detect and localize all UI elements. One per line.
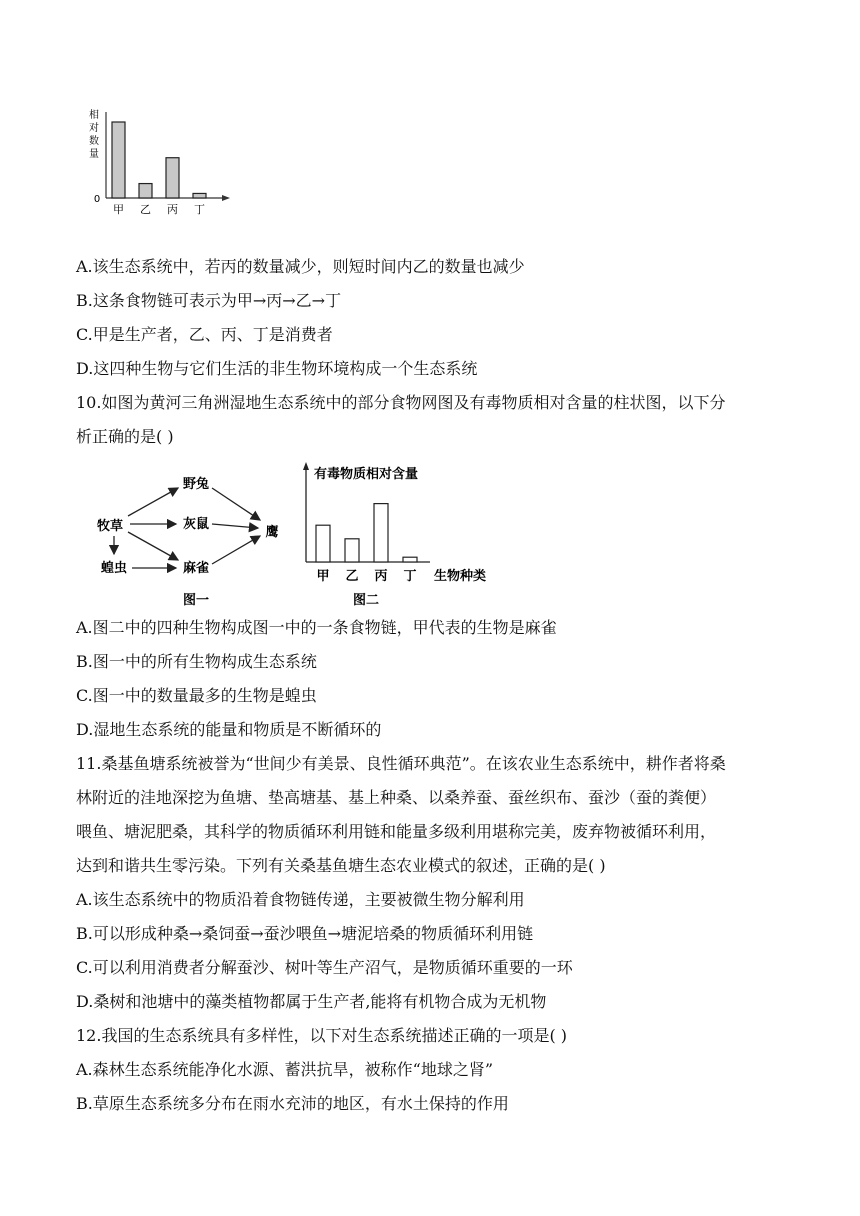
category-label: 丁 [194, 203, 205, 216]
category-label: 甲 [113, 203, 124, 216]
q11-option-d: D.桑树和池塘中的藻类植物都属于生产者,能将有机物合成为无机物 [76, 992, 547, 1011]
bar-1 [112, 122, 125, 198]
y-axis-label [89, 108, 99, 160]
q9-option-a: A.该生态系统中，若丙的数量减少，则短时间内乙的数量也减少 [76, 257, 525, 276]
q9-option-b: B.这条食物链可表示为甲→丙→乙→丁 [76, 291, 342, 310]
arrow-sparrow-hawk [212, 536, 260, 564]
q11-option-a: A.该生态系统中的物质沿着食物链传递，主要被微生物分解利用 [76, 890, 525, 909]
q11-stem-line2: 林附近的洼地深挖为鱼塘、垫高塘基、基上种桑、以桑养蚕、蚕丝织布、蚕沙（蚕的粪便） [76, 788, 717, 807]
q10-option-a: A.图二中的四种生物构成图一中的一条食物链，甲代表的生物是麻雀 [76, 618, 557, 637]
q12-option-a: A.森林生态系统能净化水源、蓄洪抗旱，被称作“地球之肾” [76, 1060, 494, 1079]
node-hawk: 鹰 [265, 525, 279, 540]
toxin-bar-chart [296, 460, 496, 610]
arrow-grass-hare [128, 488, 178, 516]
q10-option-d: D.湿地生态系统的能量和物质是不断循环的 [76, 720, 382, 739]
origin-label: 0 [93, 194, 101, 205]
q9-option-c: C.甲是生产者，乙、丙、丁是消费者 [76, 325, 333, 344]
q11-stem-line4: 达到和谐共生零污染。下列有关桑基鱼塘生态农业模式的叙述，正确的是( ) [76, 856, 606, 875]
q10-option-b: B.图一中的所有生物构成生态系统 [76, 652, 317, 671]
x-axis-arrow [222, 195, 230, 201]
arrow-grass-sparrow [128, 532, 178, 560]
arrow-hare-hawk [212, 488, 260, 520]
q10-stem-line2: 析正确的是( ) [76, 427, 174, 446]
q12-option-b: B.草原生态系统多分布在雨水充沛的地区，有水土保持的作用 [76, 1094, 509, 1113]
y-axis-label-char: 数 [89, 136, 99, 147]
node-grass: 牧草 [96, 519, 124, 534]
category-label: 乙 [140, 203, 151, 216]
y-axis-label-char: 对 [89, 123, 99, 134]
bar-2 [345, 539, 359, 562]
bar-4 [403, 557, 417, 562]
chart2-y-axis-arrow [303, 462, 309, 470]
category-label: 丙 [374, 569, 388, 584]
node-rat: 灰鼠 [182, 517, 210, 532]
category-label: 丁 [403, 569, 417, 584]
node-hare: 野兔 [182, 477, 210, 492]
food-web-diagram [88, 470, 298, 610]
q9-option-d: D.这四种生物与它们生活的非生物环境构成一个生态系统 [76, 359, 478, 378]
bar-3 [166, 158, 179, 198]
q11-stem-line3: 喂鱼、塘泥肥桑，其科学的物质循环利用链和能量多级利用堪称完美，废弃物被循环利用， [76, 822, 717, 841]
category-label: 甲 [316, 569, 330, 584]
figure2-caption: 图二 [352, 593, 380, 608]
q11-stem-line1: 11.桑基鱼塘系统被誉为“世间少有美景、良性循环典范”。在该农业生态系统中，耕作者将桑 [76, 754, 726, 773]
category-label: 乙 [345, 569, 359, 584]
q11-option-c: C.可以利用消费者分解蚕沙、树叶等生产沼气，是物质循环重要的一环 [76, 958, 573, 977]
chart2-title: 有毒物质相对含量 [314, 467, 419, 482]
figure1-caption: 图一 [182, 593, 210, 608]
y-axis-label-char: 相 [89, 110, 99, 121]
q10-stem-line1: 10.如图为黄河三角洲湿地生态系统中的部分食物网图及有毒物质相对含量的柱状图，以下分 [76, 393, 726, 412]
chart2-xlabel: 生物种类 [433, 569, 487, 584]
arrow-rat-hawk [212, 524, 258, 528]
bar-1 [316, 525, 330, 562]
bar-4 [193, 193, 206, 198]
bar-3 [374, 504, 388, 562]
bar-2 [139, 184, 152, 198]
population-bar-chart [84, 106, 234, 218]
category-label: 丙 [167, 203, 178, 216]
q12-stem: 12.我国的生态系统具有多样性，以下对生态系统描述正确的一项是( ) [76, 1026, 568, 1045]
q11-option-b: B.可以形成种桑→桑饲蚕→蚕沙喂鱼→塘泥培桑的物质循环利用链 [76, 924, 534, 943]
y-axis-label-char: 量 [89, 149, 99, 160]
q10-option-c: C.图一中的数量最多的生物是蝗虫 [76, 686, 317, 705]
node-sparrow: 麻雀 [182, 561, 210, 576]
node-locust: 蝗虫 [100, 561, 128, 576]
